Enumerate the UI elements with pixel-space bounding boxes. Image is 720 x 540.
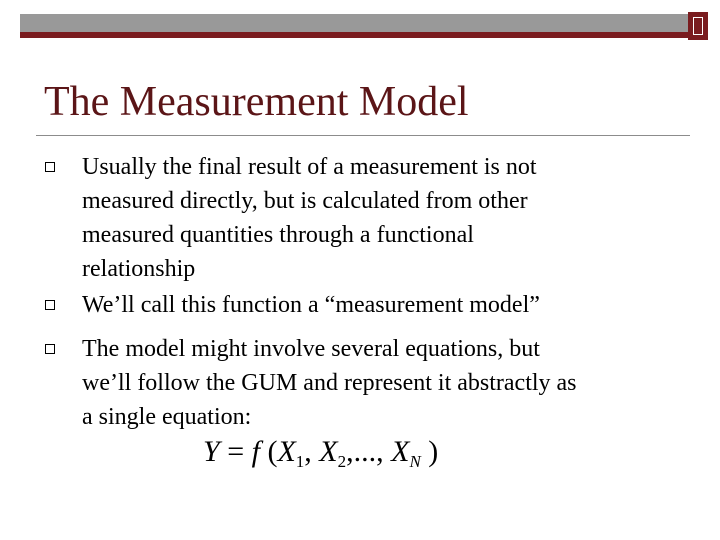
bullet-line: we’ll follow the GUM and represent it abstractly as xyxy=(82,370,577,396)
equation-separator: , xyxy=(304,435,320,468)
equation-input-variable: X xyxy=(277,435,296,468)
bullet-line: measured directly, but is calculated from other xyxy=(82,188,528,214)
equation-subscript: 1 xyxy=(295,452,305,471)
bullet-line: a single equation: xyxy=(82,404,252,430)
top-decorative-band xyxy=(20,14,688,38)
title-divider xyxy=(36,135,690,136)
bullet-line: Usually the final result of a measurement is not xyxy=(82,154,537,180)
equation-separator: ,..., xyxy=(346,435,392,468)
bullet-line: The model might involve several equations, but xyxy=(82,336,540,362)
measurement-model-equation xyxy=(203,432,438,472)
hollow-square-bullet-icon xyxy=(45,344,55,354)
bullet-line: relationship xyxy=(82,256,196,282)
equation-close-paren: ) xyxy=(420,435,439,468)
top-band-gray-stripe xyxy=(20,14,688,32)
equation-input-variable: X xyxy=(319,435,338,468)
equation-subscript: N xyxy=(409,452,421,471)
equation-open-paren: ( xyxy=(259,435,278,468)
top-band-red-stripe xyxy=(20,32,688,38)
bullet-text xyxy=(82,288,682,322)
bullet-text xyxy=(82,150,682,286)
hollow-square-bullet-icon xyxy=(45,162,55,172)
equation-input-variable: X xyxy=(391,435,410,468)
corner-square-ornament xyxy=(688,12,708,40)
bullet-line: We’ll call this function a “measurement model” xyxy=(82,292,540,318)
slide-title: The Measurement Model xyxy=(44,79,469,125)
equation-subscript: 2 xyxy=(337,452,347,471)
equation-output-variable: Y xyxy=(203,435,220,468)
bullet-line: measured quantities through a functional xyxy=(82,222,474,248)
hollow-square-bullet-icon xyxy=(45,300,55,310)
bullet-text xyxy=(82,332,682,434)
equation-equals-sign: = xyxy=(219,435,252,468)
equation-function-symbol: f xyxy=(251,435,260,468)
